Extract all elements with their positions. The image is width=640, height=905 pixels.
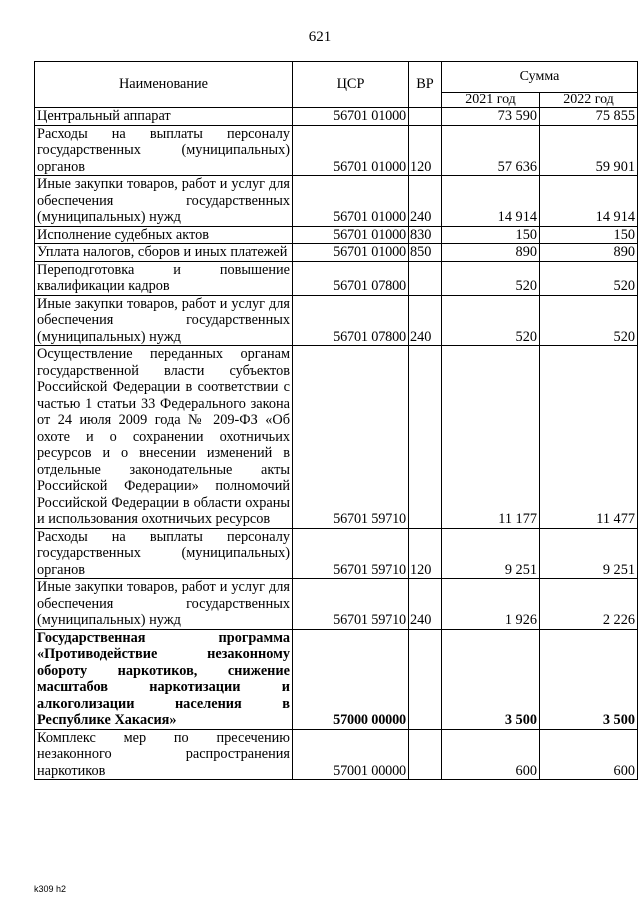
- table-row: [35, 244, 638, 262]
- row-csr-code: 56701 07800: [293, 295, 409, 346]
- row-name: Переподготовка и повышение квалификации кадров: [35, 261, 293, 295]
- row-amount-2021: 520: [442, 295, 540, 346]
- row-csr-code: 56701 59710: [293, 346, 409, 529]
- row-name: Осуществление переданных органам государственной власти субъектов Российской Федерации в соответствии с частью 1 статьи 33 Федерального закона от 24 июля 2009 года № 209-ФЗ «Об охоте и о сохранении охотничьих ресурсов и о внесении изменений в отдельные законодательные акты Российской Федерации» полномочий Российской Федерации в области охраны и использования охотничьих ресурсов: [35, 346, 293, 529]
- row-name: Иные закупки товаров, работ и услуг для обеспечения государственных (муниципальных) нужд: [35, 295, 293, 346]
- budget-table: [34, 61, 638, 780]
- row-amount-2021: 1 926: [442, 579, 540, 630]
- row-vr-code: 120: [409, 528, 442, 579]
- row-vr-code: 120: [409, 125, 442, 176]
- row-name: Государственная программа «Противодействие незаконному обороту наркотиков, снижение масштабов наркотизации и алкоголизации населения в Республике Хакасия»: [35, 629, 293, 729]
- table-row: [35, 629, 638, 729]
- header-sum: Сумма: [442, 62, 638, 93]
- row-amount-2022: 14 914: [540, 176, 638, 227]
- header-year-2021: 2021 год: [442, 93, 540, 108]
- row-vr-code: [409, 108, 442, 126]
- row-amount-2022: 520: [540, 261, 638, 295]
- row-amount-2021: 3 500: [442, 629, 540, 729]
- row-csr-code: 56701 01000: [293, 108, 409, 126]
- header-csr: ЦСР: [293, 62, 409, 108]
- table-row: [35, 729, 638, 780]
- row-csr-code: 56701 01000: [293, 176, 409, 227]
- row-amount-2021: 890: [442, 244, 540, 262]
- row-name: Исполнение судебных актов: [35, 226, 293, 244]
- table-row: [35, 125, 638, 176]
- row-csr-code: 56701 59710: [293, 528, 409, 579]
- row-amount-2022: 2 226: [540, 579, 638, 630]
- row-csr-code: 56701 59710: [293, 579, 409, 630]
- table-row: [35, 226, 638, 244]
- row-csr-code: 56701 01000: [293, 244, 409, 262]
- row-amount-2021: 11 177: [442, 346, 540, 529]
- row-name: Иные закупки товаров, работ и услуг для обеспечения государственных (муниципальных) нужд: [35, 579, 293, 630]
- row-amount-2021: 57 636: [442, 125, 540, 176]
- row-name: Иные закупки товаров, работ и услуг для обеспечения государственных (муниципальных) нужд: [35, 176, 293, 227]
- row-amount-2021: 14 914: [442, 176, 540, 227]
- table-row: [35, 176, 638, 227]
- row-amount-2021: 9 251: [442, 528, 540, 579]
- table-body: [35, 108, 638, 780]
- row-amount-2022: 59 901: [540, 125, 638, 176]
- row-vr-code: [409, 629, 442, 729]
- row-csr-code: 56701 01000: [293, 125, 409, 176]
- table-row: [35, 346, 638, 529]
- row-vr-code: 240: [409, 295, 442, 346]
- row-name: Расходы на выплаты персоналу государственных (муниципальных) органов: [35, 125, 293, 176]
- table-row: [35, 261, 638, 295]
- row-amount-2022: 600: [540, 729, 638, 780]
- row-amount-2022: 520: [540, 295, 638, 346]
- header-year-2022: 2022 год: [540, 93, 638, 108]
- row-name: Расходы на выплаты персоналу государственных (муниципальных) органов: [35, 528, 293, 579]
- row-name: Центральный аппарат: [35, 108, 293, 126]
- row-vr-code: 240: [409, 176, 442, 227]
- footer-code: k309 h2: [34, 884, 67, 894]
- row-amount-2021: 150: [442, 226, 540, 244]
- row-vr-code: [409, 346, 442, 529]
- row-amount-2022: 75 855: [540, 108, 638, 126]
- row-csr-code: 57001 00000: [293, 729, 409, 780]
- header-name: Наименование: [35, 62, 293, 108]
- table-row: [35, 295, 638, 346]
- header-vr: ВР: [409, 62, 442, 108]
- row-amount-2022: 3 500: [540, 629, 638, 729]
- row-amount-2021: 73 590: [442, 108, 540, 126]
- row-vr-code: 240: [409, 579, 442, 630]
- row-csr-code: 56701 07800: [293, 261, 409, 295]
- row-vr-code: 830: [409, 226, 442, 244]
- row-amount-2022: 890: [540, 244, 638, 262]
- row-vr-code: 850: [409, 244, 442, 262]
- row-amount-2022: 11 477: [540, 346, 638, 529]
- row-amount-2021: 520: [442, 261, 540, 295]
- row-amount-2022: 9 251: [540, 528, 638, 579]
- row-csr-code: 56701 01000: [293, 226, 409, 244]
- row-amount-2022: 150: [540, 226, 638, 244]
- row-csr-code: 57000 00000: [293, 629, 409, 729]
- row-name: Комплекс мер по пресечению незаконного распространения наркотиков: [35, 729, 293, 780]
- page-number: 621: [308, 29, 332, 45]
- table-row: [35, 108, 638, 126]
- row-vr-code: [409, 261, 442, 295]
- table-row: [35, 579, 638, 630]
- row-vr-code: [409, 729, 442, 780]
- row-name: Уплата налогов, сборов и иных платежей: [35, 244, 293, 262]
- row-amount-2021: 600: [442, 729, 540, 780]
- table-row: [35, 528, 638, 579]
